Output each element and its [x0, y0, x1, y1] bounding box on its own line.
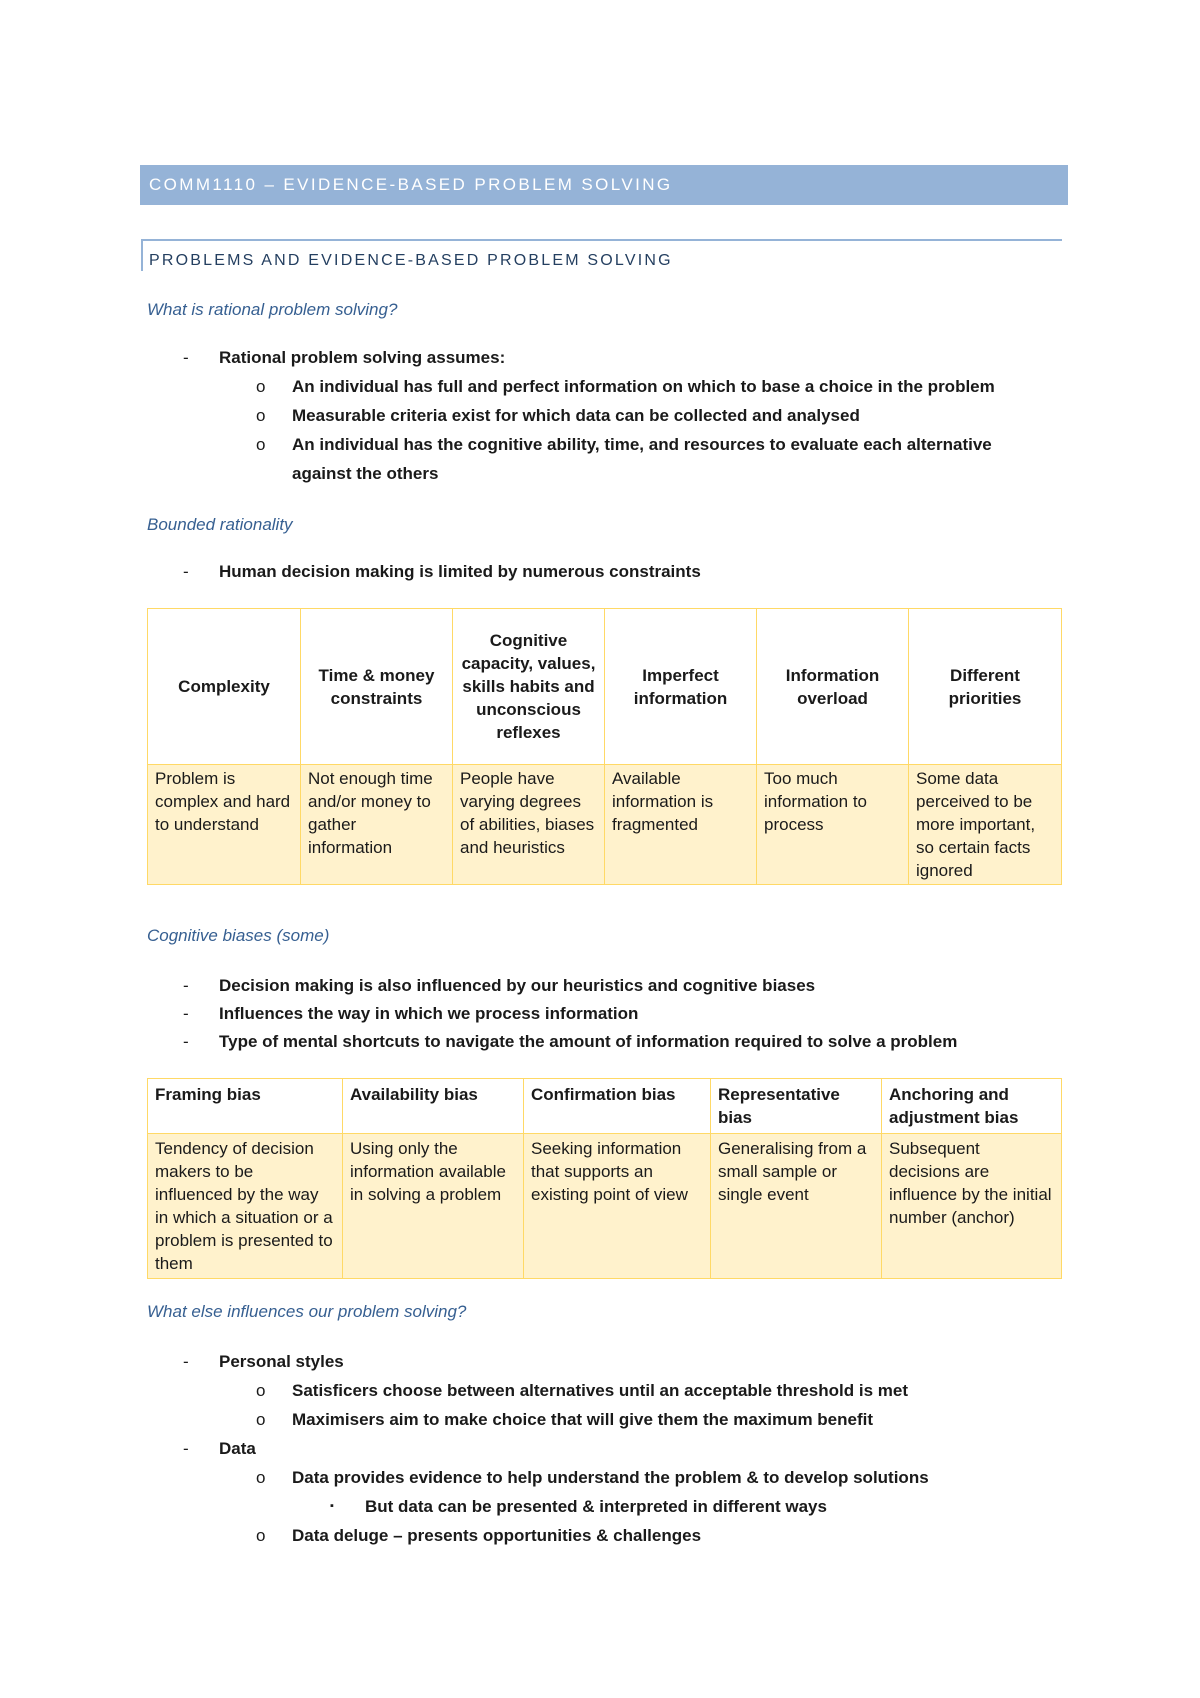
- rational-point: An individual has the cognitive ability, time, and resources to evaluate each alternative: [292, 435, 992, 454]
- biases-point: Influences the way in which we process information: [219, 1004, 639, 1023]
- table-header-cell: Anchoring and adjustment bias: [882, 1079, 1062, 1134]
- biases-point: Decision making is also influenced by our heuristics and cognitive biases: [219, 976, 816, 995]
- circle-marker: o: [256, 1410, 266, 1429]
- data-item: Data: [219, 1439, 256, 1458]
- biases-table: [147, 1078, 1062, 1279]
- table-header-cell: Different priorities: [909, 609, 1062, 765]
- dash-marker: -: [183, 1004, 189, 1023]
- circle-marker: o: [256, 377, 266, 396]
- document-title: COMM1110 – EVIDENCE-BASED PROBLEM SOLVING: [140, 165, 1068, 205]
- dash-marker: -: [183, 1352, 189, 1371]
- table-cell: Some data perceived to be more important, so certain facts ignored: [909, 765, 1062, 885]
- bounded-point: Human decision making is limited by numerous constraints: [219, 562, 701, 581]
- table-header-cell: Time & money constraints: [301, 609, 453, 765]
- maximisers-item: Maximisers aim to make choice that will give them the maximum benefit: [292, 1410, 874, 1429]
- dash-marker: -: [183, 1032, 189, 1051]
- rational-point: Measurable criteria exist for which data can be collected and analysed: [292, 406, 860, 425]
- data-presented-item: But data can be presented & interpreted in different ways: [365, 1497, 827, 1516]
- dash-marker: -: [183, 1439, 189, 1458]
- table-row: [148, 1134, 1062, 1279]
- data-deluge-item: Data deluge – presents opportunities & challenges: [292, 1526, 702, 1545]
- table-header-cell: Representative bias: [711, 1079, 882, 1134]
- bounded-heading: Bounded rationality: [147, 515, 293, 534]
- table-header-cell: Imperfect information: [605, 609, 757, 765]
- table-header-row: [148, 609, 1062, 765]
- personal-styles-item: Personal styles: [219, 1352, 344, 1371]
- dash-marker: -: [183, 562, 189, 581]
- circle-marker: o: [256, 435, 266, 454]
- influences-heading: What else influences our problem solving?: [147, 1302, 467, 1321]
- table-cell: People have varying degrees of abilities, biases and heuristics: [453, 765, 605, 885]
- table-header-cell: Framing bias: [148, 1079, 343, 1134]
- table-header-cell: Confirmation bias: [524, 1079, 711, 1134]
- table-cell: Not enough time and/or money to gather information: [301, 765, 453, 885]
- section-heading: PROBLEMS AND EVIDENCE-BASED PROBLEM SOLVING: [141, 239, 1062, 271]
- table-header-row: [148, 1079, 1062, 1134]
- table-cell: Seeking information that supports an existing point of view: [524, 1134, 711, 1279]
- table-header-cell: Information overload: [757, 609, 909, 765]
- biases-heading: Cognitive biases (some): [147, 926, 330, 945]
- table-cell: Generalising from a small sample or single event: [711, 1134, 882, 1279]
- rational-point: An individual has full and perfect information on which to base a choice in the problem: [292, 377, 995, 396]
- table-cell: Problem is complex and hard to understand: [148, 765, 301, 885]
- table-cell: Tendency of decision makers to be influenced by the way in which a situation or a problem is presented to them: [148, 1134, 343, 1279]
- table-row: [148, 765, 1062, 885]
- satisficers-item: Satisficers choose between alternatives until an acceptable threshold is met: [292, 1381, 908, 1400]
- circle-marker: o: [256, 1381, 266, 1400]
- rational-point-continued: against the others: [292, 464, 439, 483]
- table-cell: Subsequent decisions are influence by the initial number (anchor): [882, 1134, 1062, 1279]
- data-evidence-item: Data provides evidence to help understand the problem & to develop solutions: [292, 1468, 929, 1487]
- table-header-cell: Complexity: [148, 609, 301, 765]
- constraints-table: [147, 608, 1062, 885]
- circle-marker: o: [256, 406, 266, 425]
- table-header-cell: Availability bias: [343, 1079, 524, 1134]
- dash-marker: -: [183, 348, 189, 367]
- table-header-cell: Cognitive capacity, values, skills habits and unconscious reflexes: [453, 609, 605, 765]
- biases-point: Type of mental shortcuts to navigate the amount of information required to solve a problem: [219, 1032, 958, 1051]
- table-cell: Available information is fragmented: [605, 765, 757, 885]
- dash-marker: -: [183, 976, 189, 995]
- circle-marker: o: [256, 1526, 266, 1545]
- rational-intro: Rational problem solving assumes:: [219, 348, 506, 367]
- table-cell: Too much information to process: [757, 765, 909, 885]
- table-cell: Using only the information available in solving a problem: [343, 1134, 524, 1279]
- rational-heading: What is rational problem solving?: [147, 300, 398, 319]
- circle-marker: o: [256, 1468, 266, 1487]
- square-marker: ▪: [330, 1500, 334, 1512]
